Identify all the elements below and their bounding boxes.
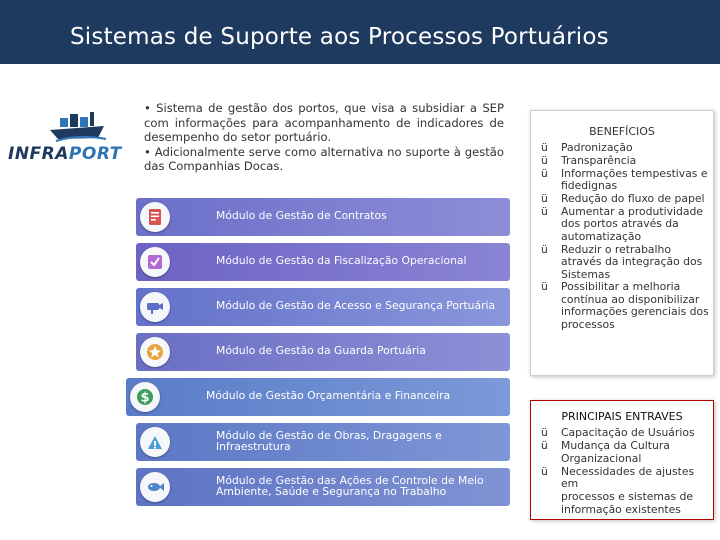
list-item <box>533 142 709 154</box>
checkmark-icon: ü <box>541 464 548 478</box>
module-label <box>216 475 484 497</box>
list-item-line: informações gerenciais dos <box>561 305 709 319</box>
checkmark-icon: ü <box>541 439 548 453</box>
module-contratos[interactable] <box>136 198 510 236</box>
construction-icon <box>140 427 170 457</box>
list-item <box>533 427 709 440</box>
list-item-line: Redução do fluxo de papel <box>561 192 705 206</box>
dollar-icon <box>130 382 160 412</box>
module-fiscalizacao[interactable] <box>136 243 510 281</box>
module-obras-dragagens[interactable] <box>136 423 510 461</box>
badge-icon <box>140 337 170 367</box>
list-item-line: Reduzir o retrabalho <box>561 242 671 256</box>
checkmark-icon: ü <box>541 192 548 206</box>
list-item-line: fidedignas <box>561 179 618 193</box>
checkmark-icon: ü <box>541 426 548 439</box>
list-item <box>533 168 709 193</box>
module-label: Módulo de Gestão Orçamentária e Financeira <box>206 389 451 402</box>
list-item-line: contínua ao disponibilizar <box>561 292 700 306</box>
logo-word-infra: INFRA <box>8 144 69 164</box>
module-guarda-portuaria[interactable] <box>136 333 510 371</box>
benefits-list <box>531 142 713 331</box>
list-item <box>533 206 709 243</box>
benefits-heading: BENEFÍCIOS <box>589 125 655 138</box>
module-label-line-2: Ambiente, Saúde e Segurança no Trabalho <box>216 485 447 498</box>
checkmark-icon: ü <box>541 141 548 154</box>
description-paragraph-1: • Sistema de gestão dos portos, que visa a subsidiar a SEP com informações para acompanhamento de indicadores de desempenho do setor portuário. <box>144 101 504 145</box>
logo-wordmark <box>8 144 122 164</box>
module-label: Módulo de Gestão da Guarda Portuária <box>216 344 426 357</box>
module-label <box>216 430 442 452</box>
module-orcamentaria-financeira[interactable] <box>126 378 510 416</box>
fish-icon <box>140 472 170 502</box>
list-item-line: Possibilitar a melhoria <box>561 280 681 294</box>
list-item <box>533 244 709 281</box>
list-item-line: automatização <box>561 229 642 243</box>
list-item <box>533 193 709 205</box>
list-item-line: Transparência <box>561 153 637 167</box>
infraport-logo <box>8 108 132 164</box>
list-item-line: Mudança da Cultura <box>561 439 670 453</box>
list-item-line: Aumentar a produtividade <box>561 205 703 219</box>
description-paragraph-2: • Adicionalmente serve como alternativa no suporte à gestão das Companhias Docas. <box>144 144 504 174</box>
module-label-line-1: Módulo de Gestão das Ações de Controle de Meio <box>216 474 484 487</box>
document-icon <box>140 202 170 232</box>
benefits-panel <box>530 110 714 376</box>
list-item-line: Sistemas <box>561 267 611 281</box>
camera-icon <box>140 292 170 322</box>
svg-text:$: $ <box>140 390 150 406</box>
ship-icon <box>48 108 108 142</box>
list-item-line: processos <box>561 317 615 331</box>
list-item-line: Informações tempestivas e <box>561 166 708 180</box>
list-item-line: através da integração dos <box>561 255 703 269</box>
logo-word-port: PORT <box>68 144 122 164</box>
checklist-icon <box>140 247 170 277</box>
module-label-line-1: Módulo de Gestão de Obras, Dragagens e <box>216 429 442 442</box>
checkmark-icon: ü <box>541 166 548 180</box>
page-title: Sistemas de Suporte aos Processos Portuários <box>70 24 609 50</box>
list-item-line: Necessidades de ajustes em <box>561 464 695 491</box>
list-item-line: processos e sistemas de <box>561 489 694 503</box>
module-acesso-seguranca[interactable] <box>136 288 510 326</box>
module-label: Módulo de Gestão da Fiscalização Operacional <box>216 254 467 267</box>
checkmark-icon: ü <box>541 153 548 167</box>
list-item-line: dos portos através da <box>561 217 679 231</box>
list-item <box>533 155 709 167</box>
list-item-line: Organizacional <box>561 451 642 465</box>
module-list <box>136 198 510 513</box>
obstacles-list <box>531 427 713 516</box>
checkmark-icon: ü <box>541 205 548 219</box>
list-item <box>533 466 709 516</box>
list-item <box>533 281 709 331</box>
list-item-line: Capacitação de Usuários <box>561 426 695 439</box>
module-label-line-2: Infraestrutura <box>216 440 291 453</box>
module-label: Módulo de Gestão de Acesso e Segurança Portuária <box>216 299 496 312</box>
module-meio-ambiente-saude[interactable] <box>136 468 510 506</box>
module-label: Módulo de Gestão de Contratos <box>216 209 387 222</box>
checkmark-icon: ü <box>541 280 548 294</box>
obstacles-heading: PRINCIPAIS ENTRAVES <box>561 410 683 423</box>
list-item <box>533 440 709 465</box>
header-bar <box>0 0 720 64</box>
checkmark-icon: ü <box>541 242 548 256</box>
obstacles-panel <box>530 400 714 520</box>
list-item-line: Padronização <box>561 141 633 154</box>
list-item-line: informação existentes <box>561 502 681 516</box>
system-description <box>144 101 504 174</box>
